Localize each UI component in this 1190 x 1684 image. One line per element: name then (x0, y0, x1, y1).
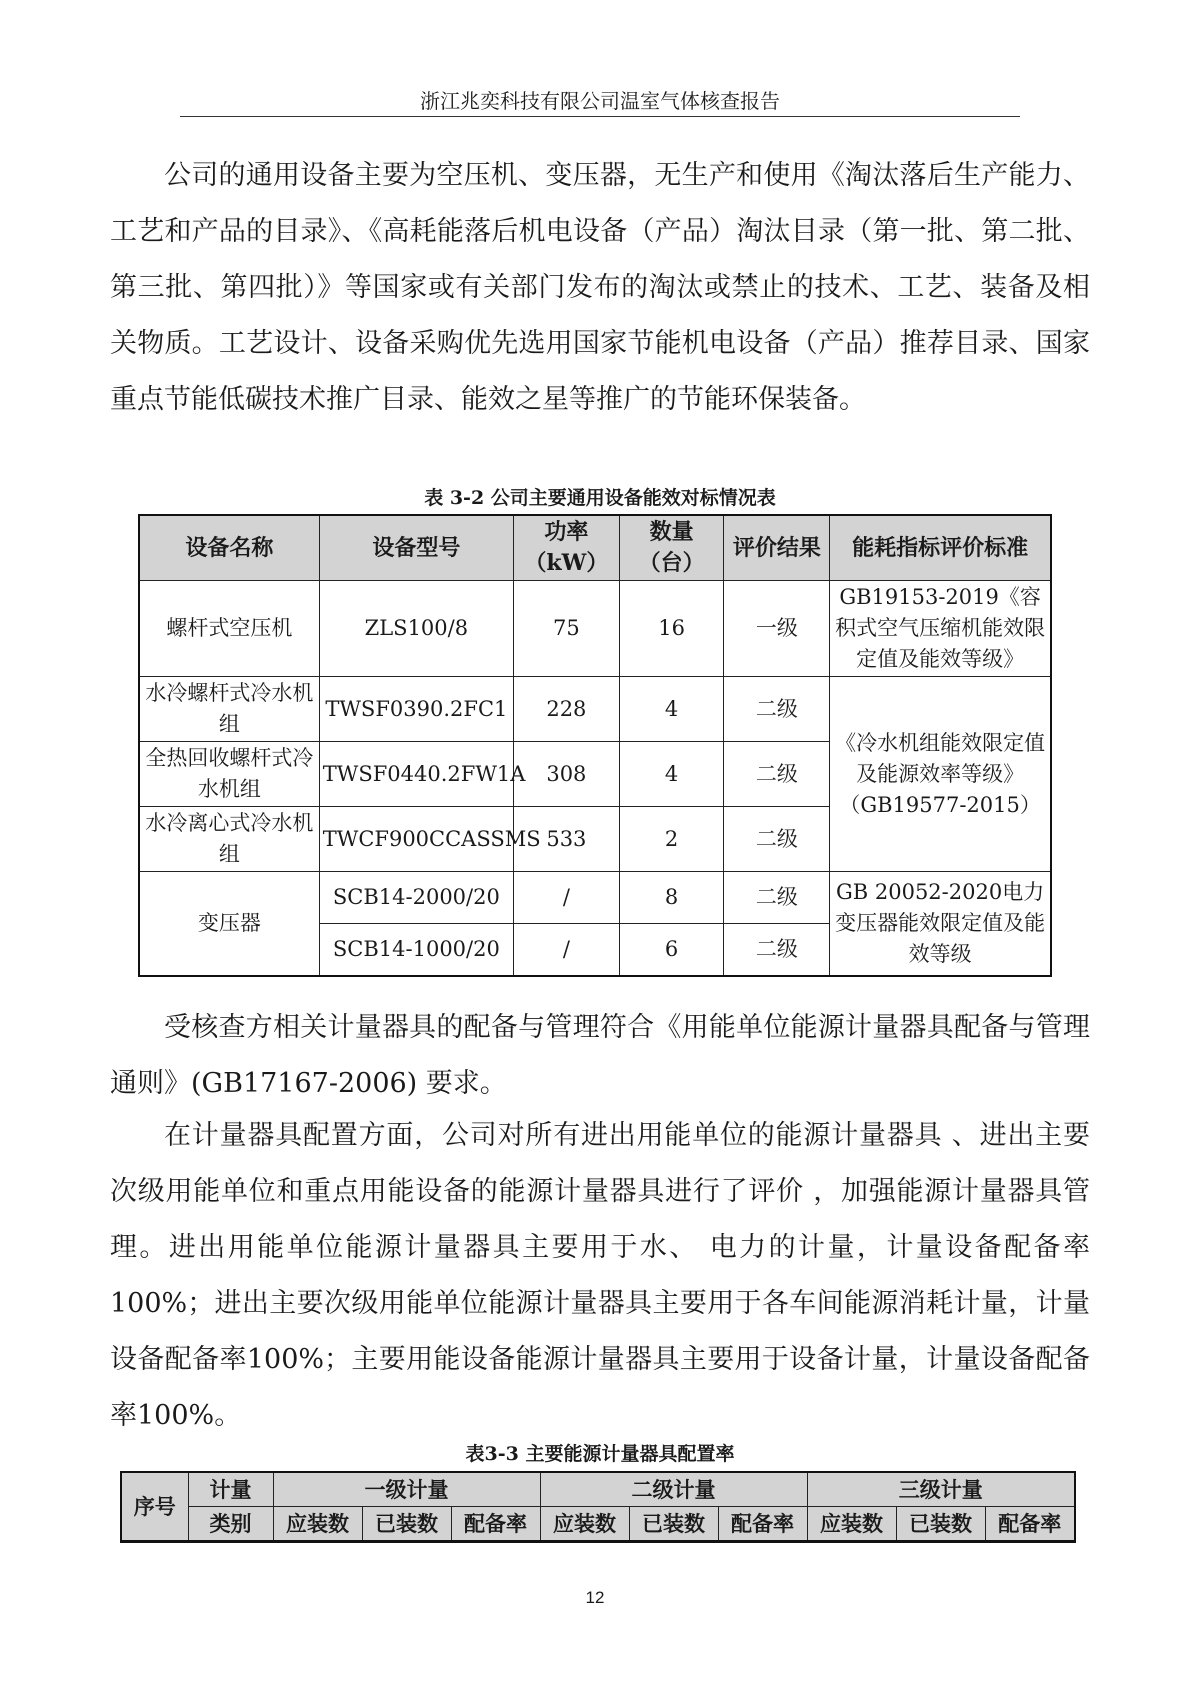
header-cell: 设备名称 (139, 515, 319, 581)
equipment-model: TWSF0390.2FC1 (319, 677, 513, 742)
equipment-power: 75 (514, 581, 620, 677)
evaluation-standard: GB19153-2019《容积式空气压缩机能效限定值及能效等级》 (830, 581, 1051, 677)
evaluation-result: 二级 (724, 677, 830, 742)
header-cell: 功率（kW） (514, 515, 620, 581)
table-3-3-caption: 表3-3 主要能源计量器具配置率 (465, 1443, 735, 1465)
header-cell-rate: 配备率 (451, 1507, 540, 1542)
header-cell: 数量（台） (619, 515, 724, 581)
equipment-name: 水冷离心式冷水机组 (139, 807, 319, 872)
table-header-row (139, 515, 1051, 581)
evaluation-result: 一级 (724, 581, 830, 677)
table-row (139, 872, 1051, 924)
equipment-name: 变压器 (139, 872, 319, 976)
equipment-quantity: 8 (619, 872, 724, 924)
page-header: 浙江兆奕科技有限公司温室气体核查报告 (180, 86, 1020, 117)
equipment-power: 308 (514, 742, 620, 807)
header-cell-rate: 配备率 (985, 1507, 1075, 1542)
equipment-name: 螺杆式空压机 (139, 581, 319, 677)
header-cell-required: 应装数 (273, 1507, 362, 1542)
header-cell-required: 应装数 (807, 1507, 896, 1542)
equipment-quantity: 16 (619, 581, 724, 677)
header-cell: 能耗指标评价标准 (830, 515, 1051, 581)
evaluation-standard: 《冷水机组能效限定值及能源效率等级》（GB19577-2015） (830, 677, 1051, 872)
header-cell-installed: 已装数 (362, 1507, 451, 1542)
equipment-quantity: 2 (619, 807, 724, 872)
header-cell-level-2: 二级计量 (540, 1472, 807, 1507)
paragraph-metering-configuration: 在计量器具配置方面，公司对所有进出用能单位的能源计量器具 、进出主要次级用能单位和重点用能设备的能源计量器具进行了评价 ，加强能源计量器具管理。进出用能单位能源计量器具主要用于水、 电力的计量，计量设备配备率100%；进出主要次级用能单位能源计量器具主要用于各车间能源消耗计量，计量设备配备率100%；主要用能设备能源计量器具主要用于设备计量，计量设备配备率100%。 (110, 1120, 1090, 1431)
equipment-power: / (514, 924, 620, 976)
evaluation-result: 二级 (724, 924, 830, 976)
metering-configuration-table (120, 1471, 1076, 1543)
header-cell-installed: 已装数 (896, 1507, 985, 1542)
equipment-model: ZLS100/8 (319, 581, 513, 677)
table-header-row (121, 1472, 1075, 1507)
equipment-power: 533 (514, 807, 620, 872)
header-cell-level-3: 三级计量 (807, 1472, 1075, 1507)
equipment-efficiency-table (138, 514, 1052, 977)
table-row (139, 677, 1051, 742)
header-cell-category: 类别 (188, 1507, 273, 1542)
equipment-power: 228 (514, 677, 620, 742)
table-3-2-caption: 表 3-2 公司主要通用设备能效对标情况表 (424, 487, 776, 509)
header-cell: 设备型号 (319, 515, 513, 581)
equipment-quantity: 4 (619, 677, 724, 742)
evaluation-result: 二级 (724, 807, 830, 872)
header-cell-level-1: 一级计量 (273, 1472, 540, 1507)
table-subheader-row (121, 1507, 1075, 1542)
equipment-model: TWCF900CCASSMS (319, 807, 513, 872)
equipment-quantity: 4 (619, 742, 724, 807)
page-number: 12 (585, 1588, 605, 1607)
paragraph-metering-compliance: 受核查方相关计量器具的配备与管理符合《用能单位能源计量器具配备与管理通则》(GB17167-2006) 要求。 (110, 1012, 1090, 1099)
equipment-model: TWSF0440.2FW1A (319, 742, 513, 807)
header-cell-category: 计量 (188, 1472, 273, 1507)
table-row (139, 581, 1051, 677)
equipment-model: SCB14-1000/20 (319, 924, 513, 976)
equipment-name: 全热回收螺杆式冷水机组 (139, 742, 319, 807)
header-cell-rate: 配备率 (718, 1507, 807, 1542)
header-cell-required: 应装数 (540, 1507, 629, 1542)
evaluation-result: 二级 (724, 742, 830, 807)
paragraph-equipment: 公司的通用设备主要为空压机、变压器，无生产和使用《淘汰落后生产能力、工艺和产品的目录》、《高耗能落后机电设备（产品）淘汰目录（第一批、第二批、第三批、第四批）》等国家或有关部门发布的淘汰或禁止的技术、工艺、装备及相关物质。工艺设计、设备采购优先选用国家节能机电设备（产品）推荐目录、国家重点节能低碳技术推广目录、能效之星等推广的节能环保装备。 (110, 160, 1090, 415)
evaluation-standard: GB 20052-2020电力变压器能效限定值及能效等级 (830, 872, 1051, 976)
evaluation-result: 二级 (724, 872, 830, 924)
equipment-quantity: 6 (619, 924, 724, 976)
equipment-model: SCB14-2000/20 (319, 872, 513, 924)
equipment-power: / (514, 872, 620, 924)
equipment-name: 水冷螺杆式冷水机组 (139, 677, 319, 742)
header-cell: 评价结果 (724, 515, 830, 581)
header-cell-index: 序号 (121, 1472, 188, 1542)
header-cell-installed: 已装数 (629, 1507, 718, 1542)
